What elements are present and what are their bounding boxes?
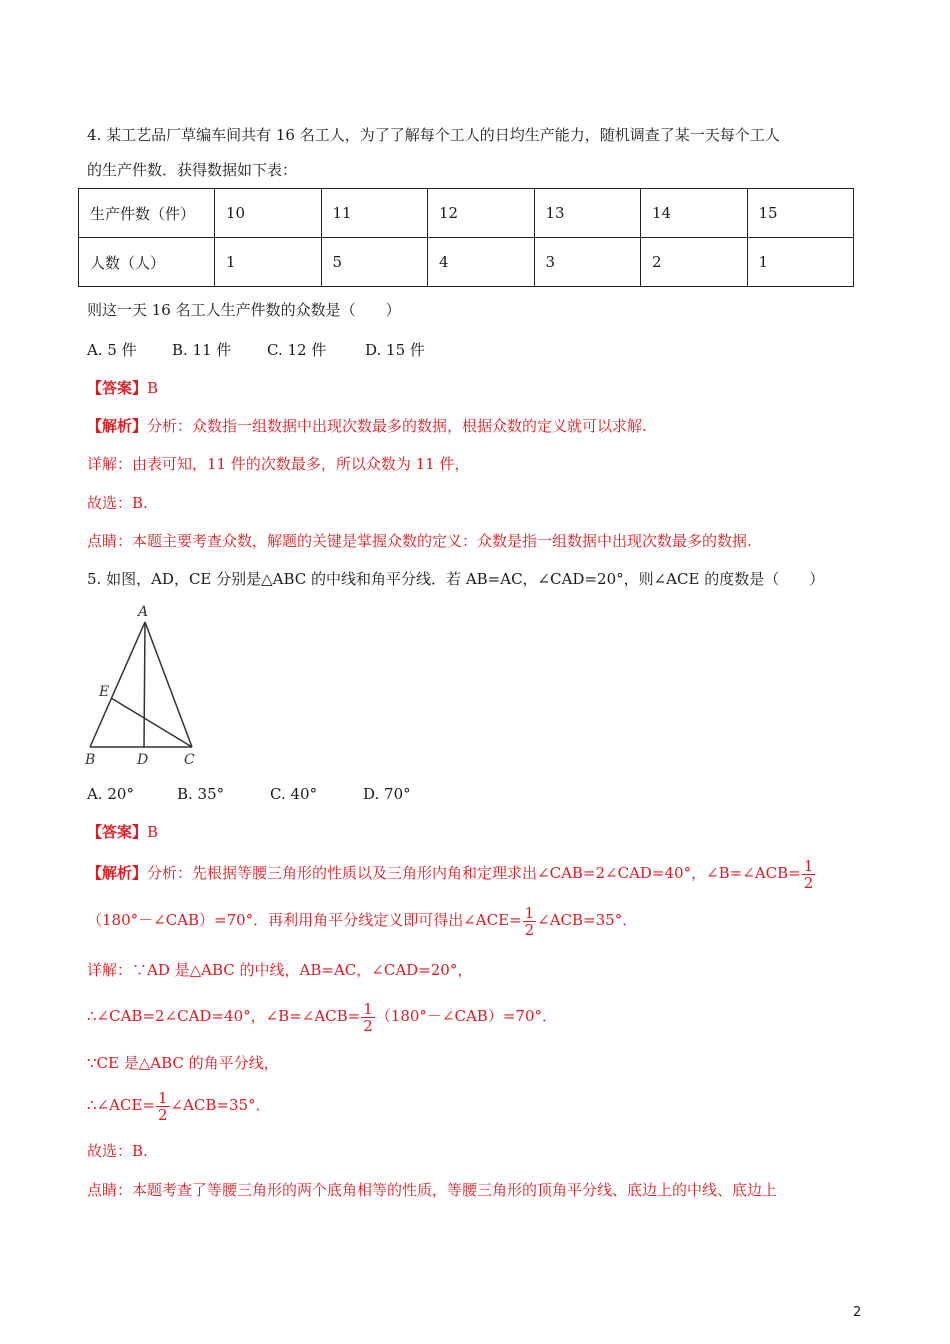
side-ac: [145, 622, 192, 747]
table-cell: 2: [641, 238, 748, 287]
q4-options: [87, 340, 425, 360]
table-cell: 5: [321, 238, 428, 287]
median-ad: [144, 622, 145, 747]
table-cell: 13: [534, 189, 641, 238]
q4-detail: 详解：由表可知，11 件的次数最多，所以众数为 11 件，: [87, 455, 470, 473]
option-c: C. 12 件: [267, 341, 327, 359]
q5-analysis: [87, 856, 816, 891]
q5-detail-3: ∵CE 是△ABC 的角平分线，: [87, 1054, 279, 1072]
analysis-text: 分析：众数指一组数据中出现次数最多的数据，根据众数的定义就可以求解.: [147, 417, 647, 435]
q5-choose: 故选：B.: [87, 1142, 148, 1160]
analysis-label: 【解析】: [87, 864, 148, 882]
table-cell: 1: [747, 238, 854, 287]
q5-question: 5. 如图，AD，CE 分别是△ABC 的中线和角平分线．若 AB=AC，∠CAD=20°，则∠ACE 的度数是（ ）: [87, 570, 825, 588]
q4-answer: [87, 378, 158, 398]
table-cell: 生产件数（件）: [79, 189, 215, 238]
table-cell: 1: [215, 238, 322, 287]
fraction-half: $\frac{1}{2}$: [524, 903, 535, 939]
option-a: A. 5 件: [87, 341, 137, 359]
q4-choose: 故选：B.: [87, 494, 148, 512]
analysis-label: 【解析】: [87, 417, 148, 435]
option-b: B. 35°: [177, 785, 225, 803]
table-cell: 10: [215, 189, 322, 238]
answer-label: 【答案】: [87, 379, 148, 397]
q5-detail-4: ∴∠ACE= $\frac{1}{2}$ ∠ACB=35°．: [87, 1088, 271, 1124]
fraction-half: $\frac{1}{2}$: [803, 856, 814, 892]
q4-data-table: [78, 188, 854, 287]
q5-detail-2: ∴∠CAB=2∠CAD=40°，∠B=∠ACB= $\frac{1}{2}$ （180°－∠CAB）=70°．: [87, 999, 557, 1035]
option-a: A. 20°: [87, 785, 134, 803]
q5-options: [87, 784, 411, 804]
option-d: D. 15 件: [365, 341, 425, 359]
table-row: [79, 238, 854, 287]
table-row: [79, 189, 854, 238]
q4-comment: 点睛：本题主要考查众数，解题的关键是掌握众数的定义：众数是指一组数据中出现次数最多的数据.: [87, 532, 752, 550]
table-cell: 12: [428, 189, 535, 238]
table-cell: 14: [641, 189, 748, 238]
q5-detail-1: 详解：∵AD 是△ABC 的中线，AB=AC，∠CAD=20°，: [87, 961, 473, 979]
q5-comment: 点睛：本题考查了等腰三角形的两个底角相等的性质，等腰三角形的顶角平分线、底边上的中线、底边上: [87, 1181, 778, 1199]
answer-label: 【答案】: [87, 823, 148, 841]
label-c: C: [184, 752, 195, 768]
option-c: C. 40°: [270, 785, 318, 803]
table-cell: 4: [428, 238, 535, 287]
analysis-text: 分析：先根据等腰三角形的性质以及三角形内角和定理求出∠CAB=2∠CAD=40°，∠B=∠ACB=: [147, 864, 801, 882]
page-number: 2: [853, 1305, 862, 1320]
table-cell: 11: [321, 189, 428, 238]
q5-answer: [87, 822, 158, 842]
q5-analysis-cont: （180°－∠CAB）=70°．再利用角平分线定义即可得出∠ACE= $\frac{1}{2}$ ∠ACB=35°．: [87, 903, 638, 939]
triangle-figure: [82, 602, 202, 772]
label-d: D: [137, 752, 149, 768]
bisector-ce: [111, 698, 192, 747]
option-b: B. 11 件: [172, 341, 232, 359]
table-cell: 15: [747, 189, 854, 238]
fraction-half: $\frac{1}{2}$: [157, 1088, 168, 1124]
answer-value: B: [147, 379, 159, 397]
label-e: E: [99, 684, 110, 700]
fraction-half: $\frac{1}{2}$: [363, 999, 373, 1035]
option-d: D. 70°: [363, 785, 411, 803]
q4-stem-line2: 的生产件数．获得数据如下表：: [87, 161, 298, 179]
label-b: B: [85, 752, 96, 768]
table-cell: 3: [534, 238, 641, 287]
q4-analysis: [87, 416, 647, 436]
q4-stem-line1: 4. 某工艺品厂草编车间共有 16 名工人，为了了解每个工人的日均生产能力，随机调查了某一天每个工人: [87, 126, 780, 144]
answer-value: B: [147, 823, 159, 841]
q4-question: 则这一天 16 名工人生产件数的众数是（ ）: [87, 301, 401, 319]
table-cell: 人数（人）: [79, 238, 215, 287]
label-a: A: [138, 604, 149, 620]
